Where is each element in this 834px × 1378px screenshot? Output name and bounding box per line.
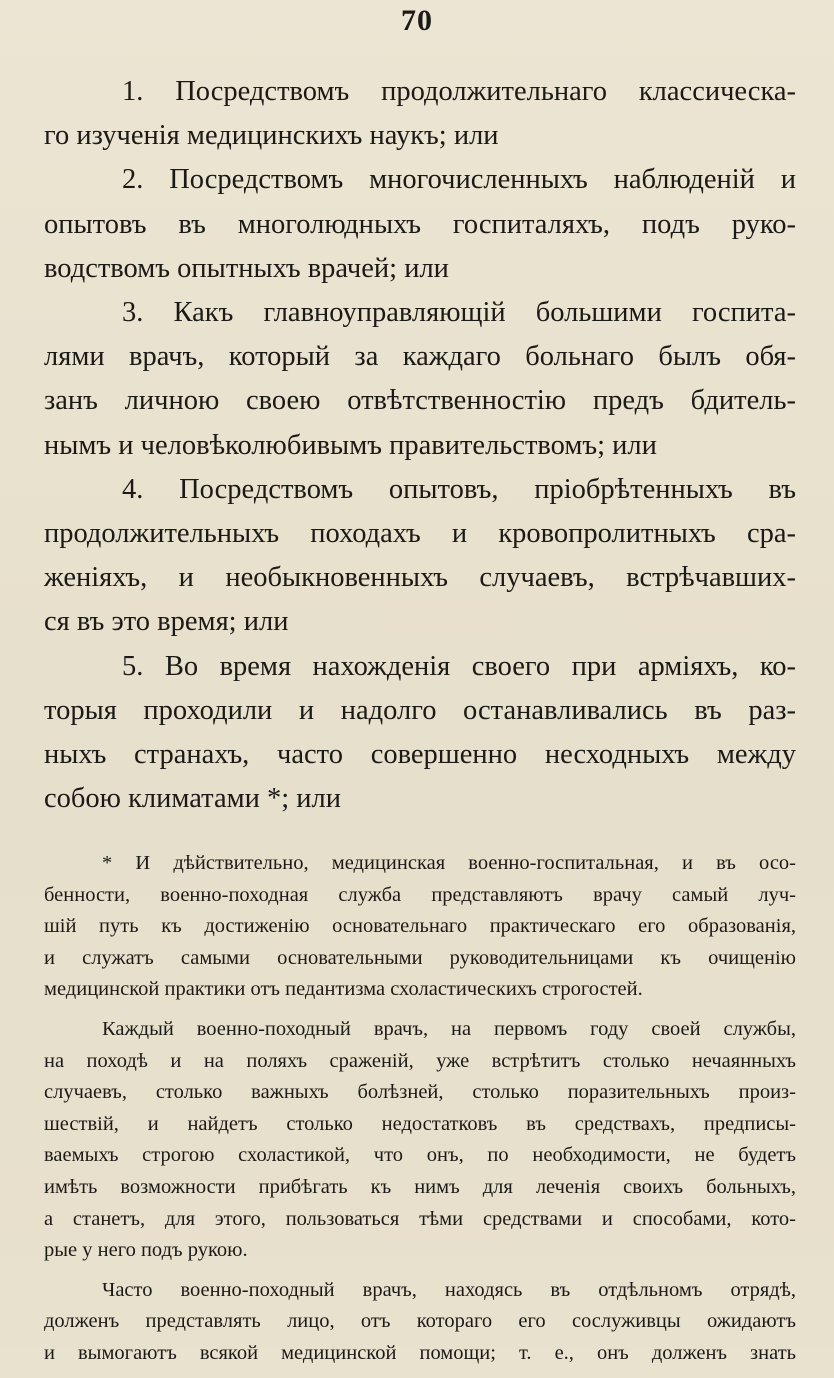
footnote-line: медицинской практики отъ педантизма схоластическихъ строгостей.: [44, 978, 643, 1001]
footnote-line: Каждый военно-походный врачъ, на первомъ году своей службы,: [102, 1017, 796, 1040]
text-line: торыя проходили и надолго останавливались въ раз-: [44, 694, 796, 726]
footnote-line: и служатъ самыми основательными руководительницами къ очищенію: [44, 946, 796, 969]
footnote-line: ваемыхъ строгою схоластикой, что онъ, по необходимости, не будетъ: [44, 1144, 796, 1167]
footnote-line: бенности, военно-походная служба представляютъ врачу самый луч-: [44, 883, 796, 906]
page-number: 70: [401, 4, 433, 37]
text-line: 4. Посредствомъ опытовъ, пріобрѣтенныхъ въ: [122, 473, 796, 505]
footnotes: [44, 848, 796, 1378]
text-line: женіяхъ, и необыкновенныхъ случаевъ, встрѣчавших-: [44, 562, 796, 594]
text-line: ся въ это время; или: [44, 606, 289, 638]
text-line: водствомъ опытныхъ врачей; или: [44, 252, 449, 284]
text-line: занъ личною своею отвѣтственностію предъ бдитель-: [44, 385, 796, 417]
footnote-paragraph: [44, 1275, 796, 1370]
footnote-line: имѣть возможности прибѣгать къ нимъ для леченія своихъ больныхъ,: [44, 1175, 796, 1198]
footnote-line: Часто военно-походный врачъ, находясь въ отдѣльномъ отрядѣ,: [102, 1278, 796, 1301]
text-line: 5. Во время нахожденія своего при арміяхъ, ко-: [122, 650, 796, 682]
footnote-line: рые у него подъ рукою.: [44, 1239, 248, 1262]
footnote-line: а станетъ, для этого, пользоваться тѣми средствами и способами, кото-: [44, 1207, 796, 1230]
main-text: [44, 70, 796, 821]
text-line: ныхъ странахъ, часто совершенно несходныхъ между: [44, 739, 796, 771]
text-line: нымъ и человѣколюбивымъ правительствомъ; или: [44, 429, 657, 461]
footnote-paragraph: [44, 848, 796, 1006]
footnote-line: долженъ представлять лицо, отъ котораго его сослуживцы ожидаютъ: [44, 1310, 796, 1333]
text-line: продолжительныхъ походахъ и кровопролитныхъ сра-: [44, 518, 796, 550]
footnote-line: шествій, и найдетъ столько недостатковъ въ средствахъ, предписы-: [44, 1112, 796, 1135]
text-line: 2. Посредствомъ многочисленныхъ наблюденій и: [122, 164, 796, 196]
text-line: 3. Какъ главноуправляющій большими госпита-: [122, 297, 796, 329]
footnote-line: на походѣ и на поляхъ сраженій, уже встрѣтитъ столько нечаянныхъ: [44, 1049, 796, 1072]
footnote-line: шій путь къ достиженію основательнаго практическаго его образованія,: [44, 915, 796, 938]
footnote-paragraph: [44, 1014, 796, 1267]
text-line: 1. Посредствомъ продолжительнаго классическа-: [122, 76, 796, 107]
text-line: опытовъ въ многолюдныхъ госпиталяхъ, подъ руко-: [44, 208, 796, 240]
text-line: лями врачъ, который за каждаго больнаго былъ обя-: [44, 341, 796, 373]
footnote-line: и вымогаютъ всякой медицинской помощи; т. е., онъ долженъ знать: [44, 1341, 796, 1364]
footnote-line: * И дѣйствительно, медицинская военно-госпитальная, и въ осо-: [102, 852, 796, 874]
footnote-line: случаевъ, столько важныхъ болѣзней, столько поразительныхъ произ-: [44, 1081, 796, 1104]
text-line: собою климатами *; или: [44, 783, 342, 815]
text-line: го изученія медицинскихъ наукъ; или: [44, 120, 499, 152]
